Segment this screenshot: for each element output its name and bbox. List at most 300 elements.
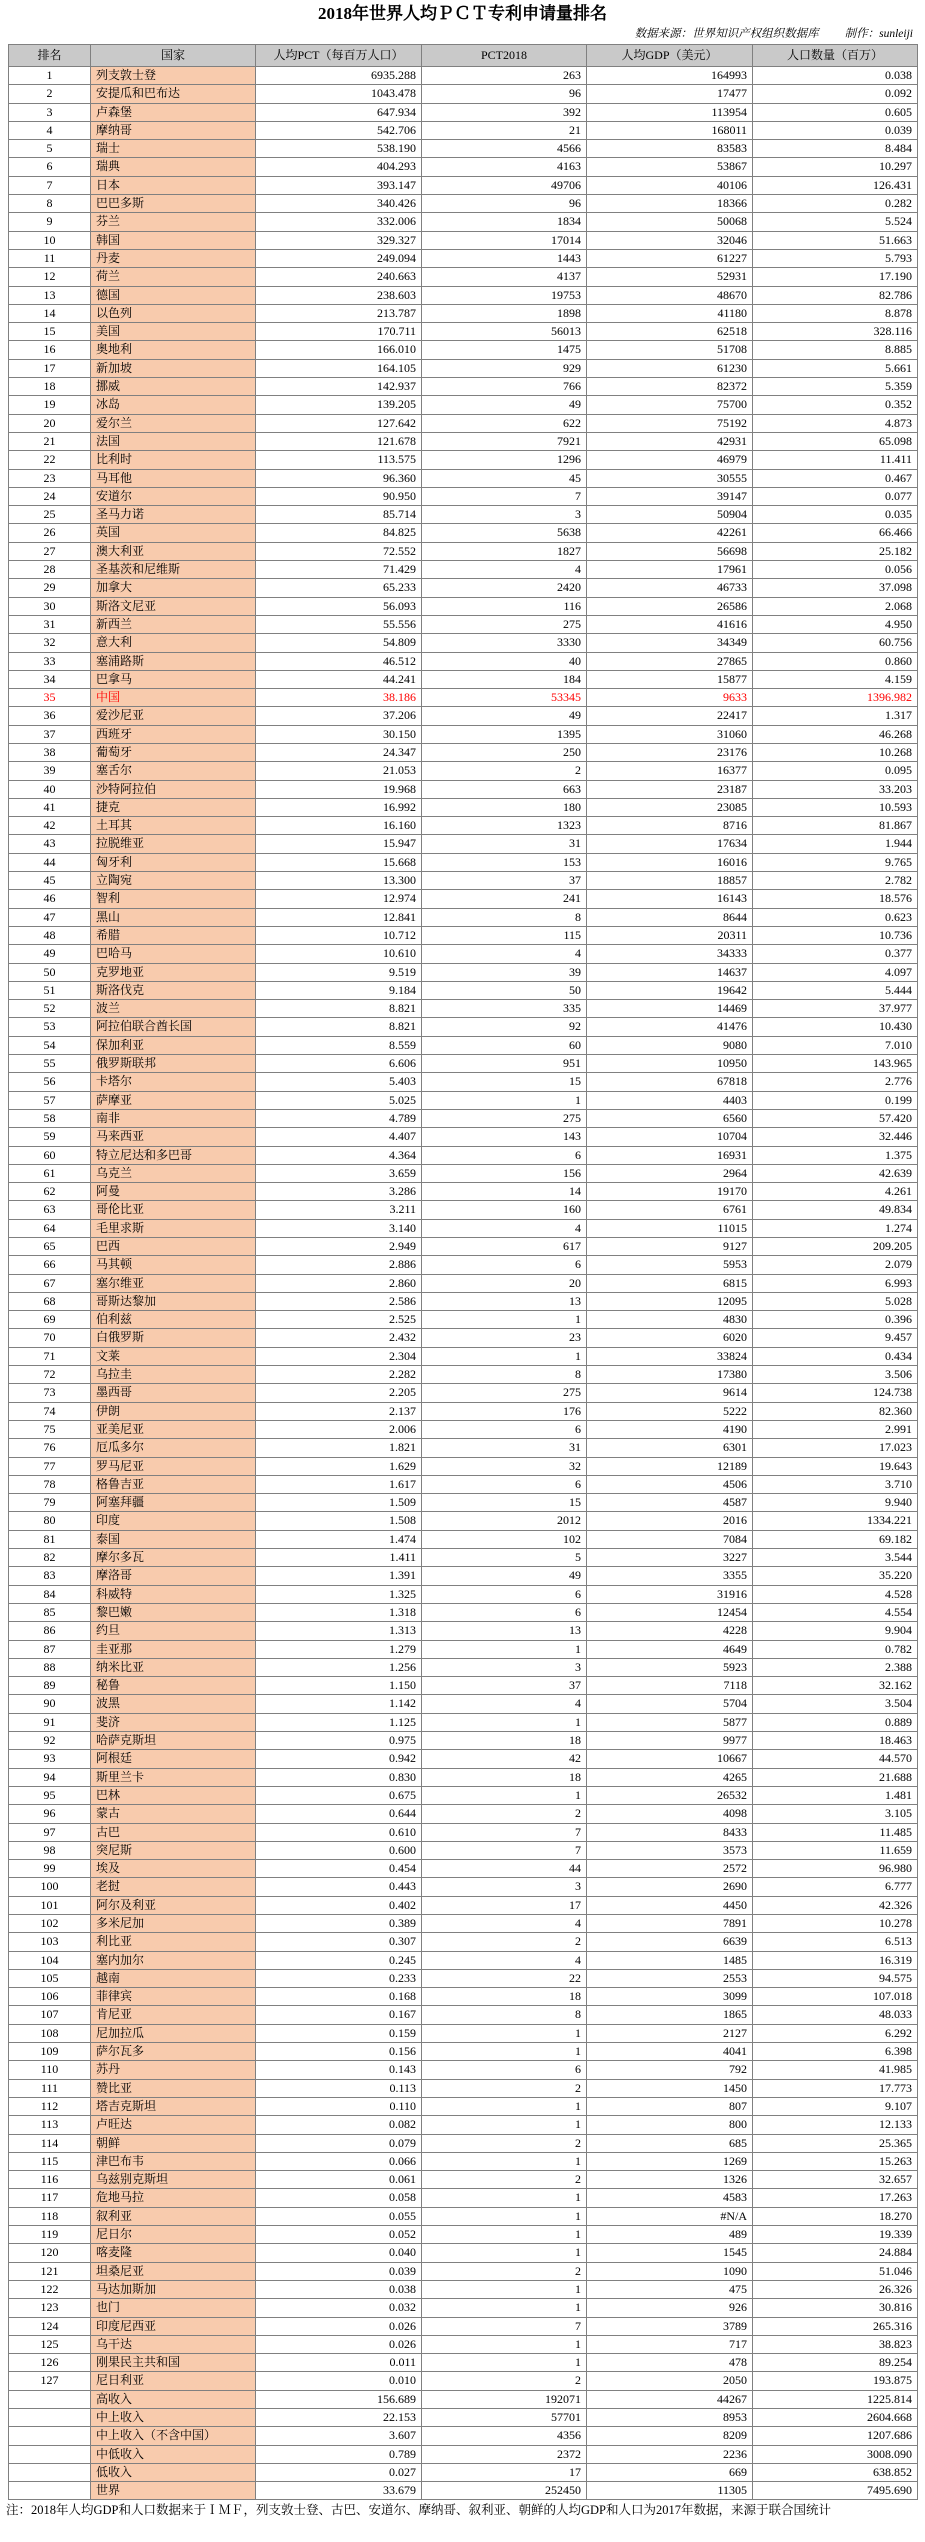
pct-per-million-cell: 44.241 — [256, 671, 422, 689]
gdp-per-capita-cell: 23176 — [587, 744, 753, 762]
pct2018-cell: 156 — [422, 1165, 587, 1183]
table-row — [9, 2061, 918, 2079]
pct2018-cell: 49 — [422, 707, 587, 725]
table-row — [9, 2281, 918, 2299]
pct2018-cell: 4 — [422, 561, 587, 579]
table-row — [9, 2354, 918, 2372]
gdp-per-capita-cell: 50068 — [587, 213, 753, 231]
country-cell: 巴巴多斯 — [91, 195, 256, 213]
gdp-per-capita-cell: 12189 — [587, 1458, 753, 1476]
gdp-per-capita-cell: 2572 — [587, 1860, 753, 1878]
rank-cell: 119 — [9, 2226, 91, 2244]
pct-per-million-cell: 3.286 — [256, 1183, 422, 1201]
pct2018-cell: 96 — [422, 85, 587, 103]
country-cell: 越南 — [91, 1970, 256, 1988]
gdp-per-capita-cell: 18366 — [587, 195, 753, 213]
country-cell: 马耳他 — [91, 470, 256, 488]
country-cell: 沙特阿拉伯 — [91, 781, 256, 799]
gdp-per-capita-cell: 46979 — [587, 451, 753, 469]
pct2018-cell: 19753 — [422, 287, 587, 305]
data-source-note: 数据来源：世界知识产权组织数据库 — [634, 28, 819, 40]
table-row — [9, 1110, 918, 1128]
population-cell: 94.575 — [753, 1970, 918, 1988]
pct2018-cell: 1 — [422, 2226, 587, 2244]
country-cell: 马达加斯加 — [91, 2281, 256, 2299]
table-row — [9, 506, 918, 524]
pct2018-cell: 2 — [422, 2171, 587, 2189]
rank-cell: 34 — [9, 671, 91, 689]
pct-per-million-cell: 0.942 — [256, 1750, 422, 1768]
pct-per-million-cell: 538.190 — [256, 140, 422, 158]
gdp-per-capita-cell: 62518 — [587, 323, 753, 341]
table-row — [9, 1641, 918, 1659]
pct-per-million-cell: 1.411 — [256, 1549, 422, 1567]
table-row — [9, 2263, 918, 2281]
pct-per-million-cell: 22.153 — [256, 2409, 422, 2427]
country-cell: 保加利亚 — [91, 1037, 256, 1055]
summary-row — [9, 2482, 918, 2500]
pct2018-cell: 2 — [422, 2135, 587, 2153]
population-cell: 5.028 — [753, 1293, 918, 1311]
gdp-per-capita-cell: 7118 — [587, 1677, 753, 1695]
table-row — [9, 158, 918, 176]
pct-per-million-cell: 96.360 — [256, 470, 422, 488]
pct2018-cell: 40 — [422, 653, 587, 671]
gdp-per-capita-cell: 16143 — [587, 890, 753, 908]
gdp-per-capita-cell: 2050 — [587, 2372, 753, 2390]
pct-per-million-cell: 1.821 — [256, 1439, 422, 1457]
population-cell: 82.360 — [753, 1403, 918, 1421]
pct2018-cell: 4356 — [422, 2427, 587, 2445]
gdp-per-capita-cell: 6020 — [587, 1329, 753, 1347]
country-cell: 低收入 — [91, 2464, 256, 2482]
gdp-per-capita-cell: 4830 — [587, 1311, 753, 1329]
population-cell: 60.756 — [753, 634, 918, 652]
country-cell: 印度尼西亚 — [91, 2318, 256, 2336]
country-cell: 喀麦隆 — [91, 2244, 256, 2262]
gdp-per-capita-cell: 2690 — [587, 1878, 753, 1896]
table-row — [9, 360, 918, 378]
header-pct-per-million: 人均PCT（每百万人口） — [256, 45, 422, 67]
table-row — [9, 1897, 918, 1915]
gdp-per-capita-cell: 3099 — [587, 1988, 753, 2006]
population-cell: 8.885 — [753, 341, 918, 359]
population-cell: 5.793 — [753, 250, 918, 268]
population-cell: 638.852 — [753, 2464, 918, 2482]
table-row — [9, 451, 918, 469]
rank-cell: 20 — [9, 415, 91, 433]
page-title: 2018年世界人均ＰＣＴ专利申请量排名 — [318, 4, 607, 23]
country-cell: 约旦 — [91, 1622, 256, 1640]
pct2018-cell: 951 — [422, 1055, 587, 1073]
population-cell: 30.816 — [753, 2299, 918, 2317]
pct-per-million-cell: 38.186 — [256, 689, 422, 707]
rank-cell: 79 — [9, 1494, 91, 1512]
pct2018-cell: 241 — [422, 890, 587, 908]
population-cell: 0.860 — [753, 653, 918, 671]
pct2018-cell: 1 — [422, 2043, 587, 2061]
gdp-per-capita-cell: 15877 — [587, 671, 753, 689]
rank-cell: 46 — [9, 890, 91, 908]
summary-row — [9, 2446, 918, 2464]
population-cell: 0.605 — [753, 104, 918, 122]
country-cell: 萨尔瓦多 — [91, 2043, 256, 2061]
rank-cell: 30 — [9, 598, 91, 616]
table-row — [9, 982, 918, 1000]
rank-cell: 104 — [9, 1952, 91, 1970]
population-cell: 18.270 — [753, 2208, 918, 2226]
table-row — [9, 524, 918, 542]
rank-cell: 99 — [9, 1860, 91, 1878]
table-row — [9, 579, 918, 597]
pct-per-million-cell: 213.787 — [256, 305, 422, 323]
country-cell: 波兰 — [91, 1000, 256, 1018]
pct2018-cell: 1 — [422, 2153, 587, 2171]
gdp-per-capita-cell: 33824 — [587, 1348, 753, 1366]
table-row — [9, 2080, 918, 2098]
pct2018-cell: 929 — [422, 360, 587, 378]
country-cell: 圣马力诺 — [91, 506, 256, 524]
gdp-per-capita-cell: 7084 — [587, 1531, 753, 1549]
pct2018-cell: 1 — [422, 2116, 587, 2134]
rank-cell: 8 — [9, 195, 91, 213]
pct2018-cell: 1 — [422, 1641, 587, 1659]
population-cell: 9.765 — [753, 854, 918, 872]
pct-per-million-cell: 1.325 — [256, 1586, 422, 1604]
gdp-per-capita-cell: 10704 — [587, 1128, 753, 1146]
pct2018-cell: 4 — [422, 1695, 587, 1713]
rank-cell: 26 — [9, 524, 91, 542]
pct2018-cell: 1 — [422, 2098, 587, 2116]
pct2018-cell: 31 — [422, 1439, 587, 1457]
population-cell: 3008.090 — [753, 2446, 918, 2464]
gdp-per-capita-cell: 16931 — [587, 1147, 753, 1165]
population-cell: 19.339 — [753, 2226, 918, 2244]
rank-cell: 85 — [9, 1604, 91, 1622]
pct-per-million-cell: 15.947 — [256, 835, 422, 853]
gdp-per-capita-cell: 48670 — [587, 287, 753, 305]
population-cell: 0.035 — [753, 506, 918, 524]
table-row — [9, 744, 918, 762]
pct2018-cell: 15 — [422, 1073, 587, 1091]
pct-per-million-cell: 1.318 — [256, 1604, 422, 1622]
pct-per-million-cell: 12.974 — [256, 890, 422, 908]
pct-per-million-cell: 2.525 — [256, 1311, 422, 1329]
population-cell: 0.352 — [753, 396, 918, 414]
gdp-per-capita-cell: 19642 — [587, 982, 753, 1000]
pct2018-cell: 6 — [422, 1147, 587, 1165]
table-row — [9, 2116, 918, 2134]
table-row — [9, 598, 918, 616]
summary-row — [9, 2391, 918, 2409]
country-cell: 土耳其 — [91, 817, 256, 835]
pct2018-cell: 42 — [422, 1750, 587, 1768]
country-cell: 圣基茨和尼维斯 — [91, 561, 256, 579]
pct2018-cell: 37 — [422, 1677, 587, 1695]
population-cell: 1334.221 — [753, 1512, 918, 1530]
gdp-per-capita-cell: 9080 — [587, 1037, 753, 1055]
gdp-per-capita-cell: 5704 — [587, 1695, 753, 1713]
population-cell: 0.092 — [753, 85, 918, 103]
gdp-per-capita-cell: 1865 — [587, 2006, 753, 2024]
gdp-per-capita-cell: 75192 — [587, 415, 753, 433]
pct-per-million-cell: 0.159 — [256, 2025, 422, 2043]
table-row — [9, 268, 918, 286]
pct-per-million-cell: 0.113 — [256, 2080, 422, 2098]
population-cell: 6.513 — [753, 1933, 918, 1951]
table-row — [9, 964, 918, 982]
pct-per-million-cell: 2.304 — [256, 1348, 422, 1366]
table-row — [9, 213, 918, 231]
rank-cell: 89 — [9, 1677, 91, 1695]
rank-cell: 10 — [9, 232, 91, 250]
country-cell: 厄瓜多尔 — [91, 1439, 256, 1457]
gdp-per-capita-cell: 685 — [587, 2135, 753, 2153]
pct-per-million-cell: 5.025 — [256, 1092, 422, 1110]
gdp-per-capita-cell: 34349 — [587, 634, 753, 652]
population-cell: 16.319 — [753, 1952, 918, 1970]
country-cell: 新加坡 — [91, 360, 256, 378]
population-cell: 81.867 — [753, 817, 918, 835]
rank-cell: 87 — [9, 1641, 91, 1659]
table-row — [9, 122, 918, 140]
pct2018-cell: 4 — [422, 945, 587, 963]
gdp-per-capita-cell: 16377 — [587, 762, 753, 780]
country-cell: 纳米比亚 — [91, 1659, 256, 1677]
population-cell: 32.446 — [753, 1128, 918, 1146]
table-row — [9, 1915, 918, 1933]
country-cell: 哥斯达黎加 — [91, 1293, 256, 1311]
gdp-per-capita-cell: 39147 — [587, 488, 753, 506]
country-cell: 罗马尼亚 — [91, 1458, 256, 1476]
pct2018-cell: 2 — [422, 762, 587, 780]
population-cell: 0.056 — [753, 561, 918, 579]
gdp-per-capita-cell: 30555 — [587, 470, 753, 488]
gdp-per-capita-cell: 17380 — [587, 1366, 753, 1384]
rank-cell: 123 — [9, 2299, 91, 2317]
pct2018-cell: 7921 — [422, 433, 587, 451]
pct-per-million-cell: 0.307 — [256, 1933, 422, 1951]
ranking-table — [8, 44, 918, 2500]
pct-per-million-cell: 2.205 — [256, 1384, 422, 1402]
gdp-per-capita-cell: 1485 — [587, 1952, 753, 1970]
header-rank: 排名 — [9, 45, 91, 67]
pct-per-million-cell: 55.556 — [256, 616, 422, 634]
rank-cell: 86 — [9, 1622, 91, 1640]
pct-per-million-cell: 166.010 — [256, 341, 422, 359]
table-row — [9, 543, 918, 561]
pct2018-cell: 49706 — [422, 177, 587, 195]
rank-cell: 55 — [9, 1055, 91, 1073]
population-cell: 0.077 — [753, 488, 918, 506]
rank-cell: 37 — [9, 726, 91, 744]
pct-per-million-cell: 0.830 — [256, 1769, 422, 1787]
country-cell: 塞浦路斯 — [91, 653, 256, 671]
country-cell: 黑山 — [91, 909, 256, 927]
population-cell: 143.965 — [753, 1055, 918, 1073]
country-cell: 乌干达 — [91, 2336, 256, 2354]
country-cell: 波黑 — [91, 1695, 256, 1713]
country-cell: 尼加拉瓜 — [91, 2025, 256, 2043]
pct-per-million-cell: 9.519 — [256, 964, 422, 982]
population-cell: 41.985 — [753, 2061, 918, 2079]
country-cell: 爱尔兰 — [91, 415, 256, 433]
gdp-per-capita-cell: 14469 — [587, 1000, 753, 1018]
country-cell: 危地马拉 — [91, 2189, 256, 2207]
gdp-per-capita-cell: 67818 — [587, 1073, 753, 1091]
rank-cell: 118 — [9, 2208, 91, 2226]
country-cell: 葡萄牙 — [91, 744, 256, 762]
pct-per-million-cell: 0.389 — [256, 1915, 422, 1933]
pct-per-million-cell: 4.407 — [256, 1128, 422, 1146]
table-row — [9, 1988, 918, 2006]
rank-cell: 122 — [9, 2281, 91, 2299]
pct-per-million-cell: 142.937 — [256, 378, 422, 396]
pct-per-million-cell: 0.079 — [256, 2135, 422, 2153]
country-cell: 日本 — [91, 177, 256, 195]
country-cell: 世界 — [91, 2482, 256, 2500]
gdp-per-capita-cell: #N/A — [587, 2208, 753, 2226]
pct-per-million-cell: 8.559 — [256, 1037, 422, 1055]
table-row — [9, 1439, 918, 1457]
pct2018-cell: 23 — [422, 1329, 587, 1347]
population-cell: 1.481 — [753, 1787, 918, 1805]
pct2018-cell: 1395 — [422, 726, 587, 744]
table-row — [9, 927, 918, 945]
pct-per-million-cell: 127.642 — [256, 415, 422, 433]
gdp-per-capita-cell: 17477 — [587, 85, 753, 103]
country-cell: 克罗地亚 — [91, 964, 256, 982]
table-row — [9, 1970, 918, 1988]
population-cell: 4.261 — [753, 1183, 918, 1201]
population-cell: 4.873 — [753, 415, 918, 433]
country-cell: 南非 — [91, 1110, 256, 1128]
population-cell: 193.875 — [753, 2372, 918, 2390]
gdp-per-capita-cell: 4098 — [587, 1805, 753, 1823]
country-cell: 安提瓜和巴布达 — [91, 85, 256, 103]
table-row — [9, 2336, 918, 2354]
pct-per-million-cell: 0.233 — [256, 1970, 422, 1988]
rank-cell: 82 — [9, 1549, 91, 1567]
table-row — [9, 341, 918, 359]
table-row — [9, 1531, 918, 1549]
table-row — [9, 396, 918, 414]
pct-per-million-cell: 65.233 — [256, 579, 422, 597]
table-row — [9, 2025, 918, 2043]
pct-per-million-cell: 1.142 — [256, 1695, 422, 1713]
header-population: 人口数量（百万） — [753, 45, 918, 67]
pct2018-cell: 4 — [422, 1915, 587, 1933]
population-cell: 1.375 — [753, 1147, 918, 1165]
rank-cell: 74 — [9, 1403, 91, 1421]
pct-per-million-cell: 0.011 — [256, 2354, 422, 2372]
pct-per-million-cell: 0.040 — [256, 2244, 422, 2262]
gdp-per-capita-cell: 807 — [587, 2098, 753, 2116]
pct2018-cell: 2 — [422, 2263, 587, 2281]
pct2018-cell: 663 — [422, 781, 587, 799]
pct2018-cell: 622 — [422, 415, 587, 433]
header-country: 国家 — [91, 45, 256, 67]
population-cell: 1396.982 — [753, 689, 918, 707]
gdp-per-capita-cell: 44267 — [587, 2391, 753, 2409]
pct-per-million-cell: 1.391 — [256, 1567, 422, 1585]
gdp-per-capita-cell: 1450 — [587, 2080, 753, 2098]
gdp-per-capita-cell: 8209 — [587, 2427, 753, 2445]
pct2018-cell: 17 — [422, 2464, 587, 2482]
pct2018-cell: 2420 — [422, 579, 587, 597]
rank-cell: 21 — [9, 433, 91, 451]
population-cell: 10.430 — [753, 1018, 918, 1036]
table-row — [9, 1073, 918, 1091]
country-cell: 卢森堡 — [91, 104, 256, 122]
pct2018-cell: 1 — [422, 2189, 587, 2207]
rank-cell: 2 — [9, 85, 91, 103]
pct2018-cell: 3 — [422, 506, 587, 524]
pct-per-million-cell: 1.279 — [256, 1641, 422, 1659]
gdp-per-capita-cell: 61230 — [587, 360, 753, 378]
population-cell: 82.786 — [753, 287, 918, 305]
pct-per-million-cell: 46.512 — [256, 653, 422, 671]
table-row — [9, 1732, 918, 1750]
rank-cell: 59 — [9, 1128, 91, 1146]
country-cell: 黎巴嫩 — [91, 1604, 256, 1622]
rank-cell: 84 — [9, 1586, 91, 1604]
pct2018-cell: 53345 — [422, 689, 587, 707]
table-row — [9, 1604, 918, 1622]
pct2018-cell: 1 — [422, 2299, 587, 2317]
gdp-per-capita-cell: 53867 — [587, 158, 753, 176]
gdp-per-capita-cell: 2127 — [587, 2025, 753, 2043]
rank-cell: 44 — [9, 854, 91, 872]
country-cell: 比利时 — [91, 451, 256, 469]
population-cell: 8.484 — [753, 140, 918, 158]
pct2018-cell: 60 — [422, 1037, 587, 1055]
pct-per-million-cell: 6935.288 — [256, 67, 422, 85]
pct-per-million-cell: 0.454 — [256, 1860, 422, 1878]
rank-cell — [9, 2464, 91, 2482]
rank-cell: 54 — [9, 1037, 91, 1055]
pct-per-million-cell: 1.509 — [256, 1494, 422, 1512]
population-cell: 9.457 — [753, 1329, 918, 1347]
population-cell: 2.776 — [753, 1073, 918, 1091]
gdp-per-capita-cell: 8644 — [587, 909, 753, 927]
pct-per-million-cell: 1.474 — [256, 1531, 422, 1549]
pct2018-cell: 153 — [422, 854, 587, 872]
rank-cell: 16 — [9, 341, 91, 359]
population-cell: 5.359 — [753, 378, 918, 396]
country-cell: 圭亚那 — [91, 1641, 256, 1659]
table-row — [9, 1128, 918, 1146]
country-cell: 阿拉伯联合酋长国 — [91, 1018, 256, 1036]
table-row — [9, 1677, 918, 1695]
pct-per-million-cell: 4.789 — [256, 1110, 422, 1128]
population-cell: 4.950 — [753, 616, 918, 634]
population-cell: 46.268 — [753, 726, 918, 744]
pct2018-cell: 176 — [422, 1403, 587, 1421]
table-row — [9, 470, 918, 488]
pct2018-cell: 115 — [422, 927, 587, 945]
rank-cell: 91 — [9, 1714, 91, 1732]
population-cell: 4.097 — [753, 964, 918, 982]
population-cell: 0.782 — [753, 1641, 918, 1659]
rank-cell: 42 — [9, 817, 91, 835]
pct2018-cell: 192071 — [422, 2391, 587, 2409]
pct2018-cell: 20 — [422, 1275, 587, 1293]
table-row — [9, 1586, 918, 1604]
country-cell: 也门 — [91, 2299, 256, 2317]
gdp-per-capita-cell: 6301 — [587, 1439, 753, 1457]
gdp-per-capita-cell: 56698 — [587, 543, 753, 561]
